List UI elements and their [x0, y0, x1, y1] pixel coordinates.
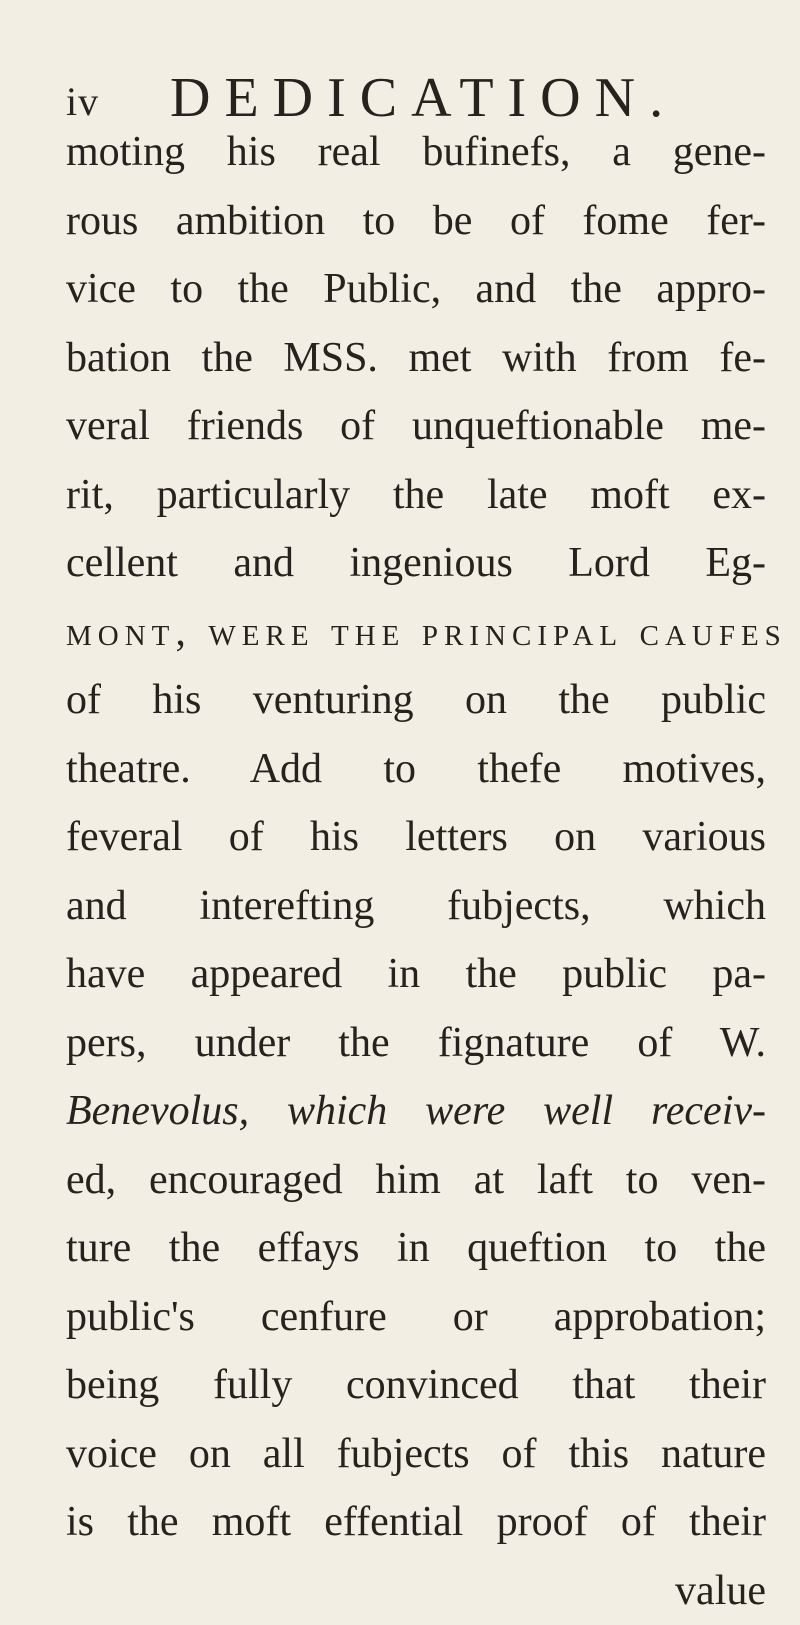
text-line: cellent and ingenious Lord Eg-	[66, 529, 766, 598]
body-text	[66, 118, 766, 1625]
text-line: being fully convinced that their	[66, 1351, 766, 1420]
text-line: moting his real bufinefs, a gene-	[66, 118, 766, 187]
text-line: have appeared in the public pa-	[66, 940, 766, 1009]
text-line: pers, under the fignature of W.	[66, 1009, 766, 1078]
text-line: public's cenfure or approbation;	[66, 1283, 766, 1352]
text-line: veral friends of unqueftionable me-	[66, 392, 766, 461]
text-line: and interefting fubjects, which	[66, 872, 766, 941]
text-line: voice on all fubjects of this nature	[66, 1420, 766, 1489]
catchword: value	[66, 1557, 766, 1625]
text-line: rous ambition to be of fome fer-	[66, 187, 766, 256]
text-line: bation the MSS. met with from fe-	[66, 324, 766, 393]
text-line: of his venturing on the public	[66, 666, 766, 735]
text-line: mont, were the principal caufes	[66, 598, 766, 667]
text-line: is the moft effential proof of their	[66, 1488, 766, 1557]
text-line: feveral of his letters on various	[66, 803, 766, 872]
page-number: iv	[66, 78, 99, 125]
text-line: theatre. Add to thefe motives,	[66, 735, 766, 804]
text-line: rit, particularly the late moft ex-	[66, 461, 766, 530]
text-line: ture the effays in queftion to the	[66, 1214, 766, 1283]
text-line: vice to the Public, and the appro-	[66, 255, 766, 324]
running-head: DEDICATION.	[170, 66, 677, 130]
text-line: Benevolus, which were well receiv-	[66, 1077, 766, 1146]
text-line: ed, encouraged him at laft to ven-	[66, 1146, 766, 1215]
